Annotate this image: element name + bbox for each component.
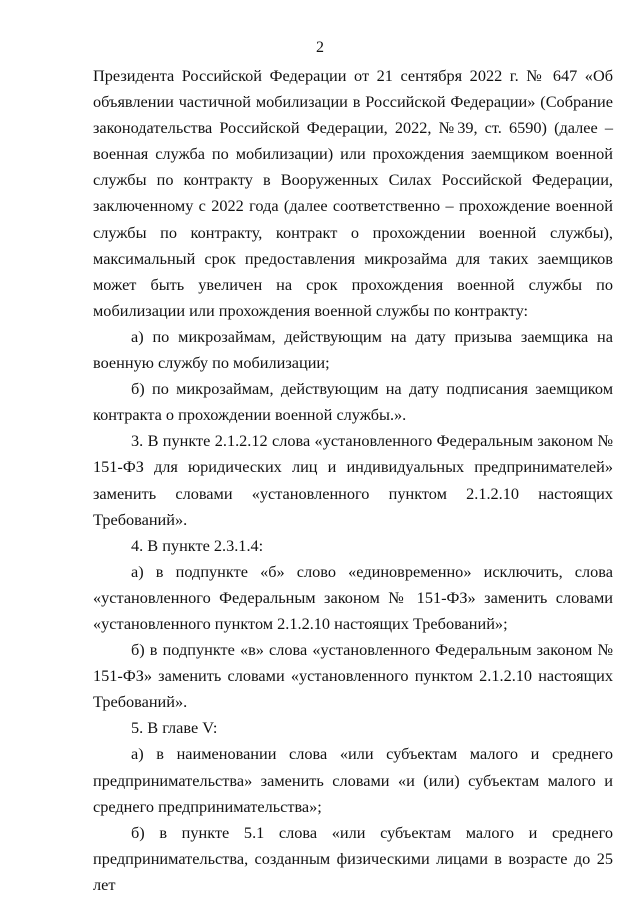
paragraph-point-5-b: б) в пункте 5.1 слова «или субъектам малого и среднего предпринимательства, созданным физическими лицами в возрасте до 25 лет (93, 822, 613, 894)
paragraph-point-4: 4. В пункте 2.3.1.4: (131, 535, 264, 555)
paragraph-item-b-microloans-contract: б) по микрозаймам, действующим на дату подписания заемщиком контракта о прохождении военной службы.». (93, 379, 613, 425)
paragraph-item-a-microloans-mobilization: а) по микрозаймам, действующим на дату призыва заемщика на военную службу по мобилизации; (93, 326, 613, 373)
document-body (93, 63, 613, 898)
paragraph-point-3: 3. В пункте 2.1.2.12 слова «установленного Федеральным законом № 151-ФЗ для юридических лиц и индивидуальных предпринимателей» заменить словами «установленного пунктом 2.1.2.10 настоящих Требований». (93, 431, 613, 529)
page-number: 2 (316, 39, 324, 56)
paragraph-point-5: 5. В главе V: (131, 718, 218, 738)
paragraph-continuation: Президента Российской Федерации от 21 сентября 2022 г. № 647 «Об объявлении частичной мобилизации в Российской Федерации» (Собрание законодательства Российской Федерации, 2022, №39, ст. 6590) (далее – военная служба по мобилизации) или прохождения заемщиком военной службы по контракту в Вооруженных Силах Российской Федерации, заключенному с 2022 года (далее соответственно – прохождение военной службы по контракту, контракт о прохождении военной службы), максимальный срок предоставления микрозайма для таких заемщиков может быть увеличен на срок прохождения военной службы по мобилизации или прохождения военной службы по контракту: (93, 66, 613, 320)
paragraph-point-4-a: а) в подпункте «б» слово «единовременно» исключить, слова «установленного Федеральным законом № 151-ФЗ» заменить словами «установленного пунктом 2.1.2.10 настоящих Требований»; (93, 561, 613, 633)
paragraph-point-4-b: б) в подпункте «в» слова «установленного Федеральным законом № 151-ФЗ» заменить словами «установленного пунктом 2.1.2.10 настоящих Требований». (93, 640, 613, 712)
paragraph-point-5-a: а) в наименовании слова «или субъектам малого и среднего предпринимательства» заменить словами «и (или) субъектам малого и среднего предпринимательства»; (93, 744, 613, 816)
